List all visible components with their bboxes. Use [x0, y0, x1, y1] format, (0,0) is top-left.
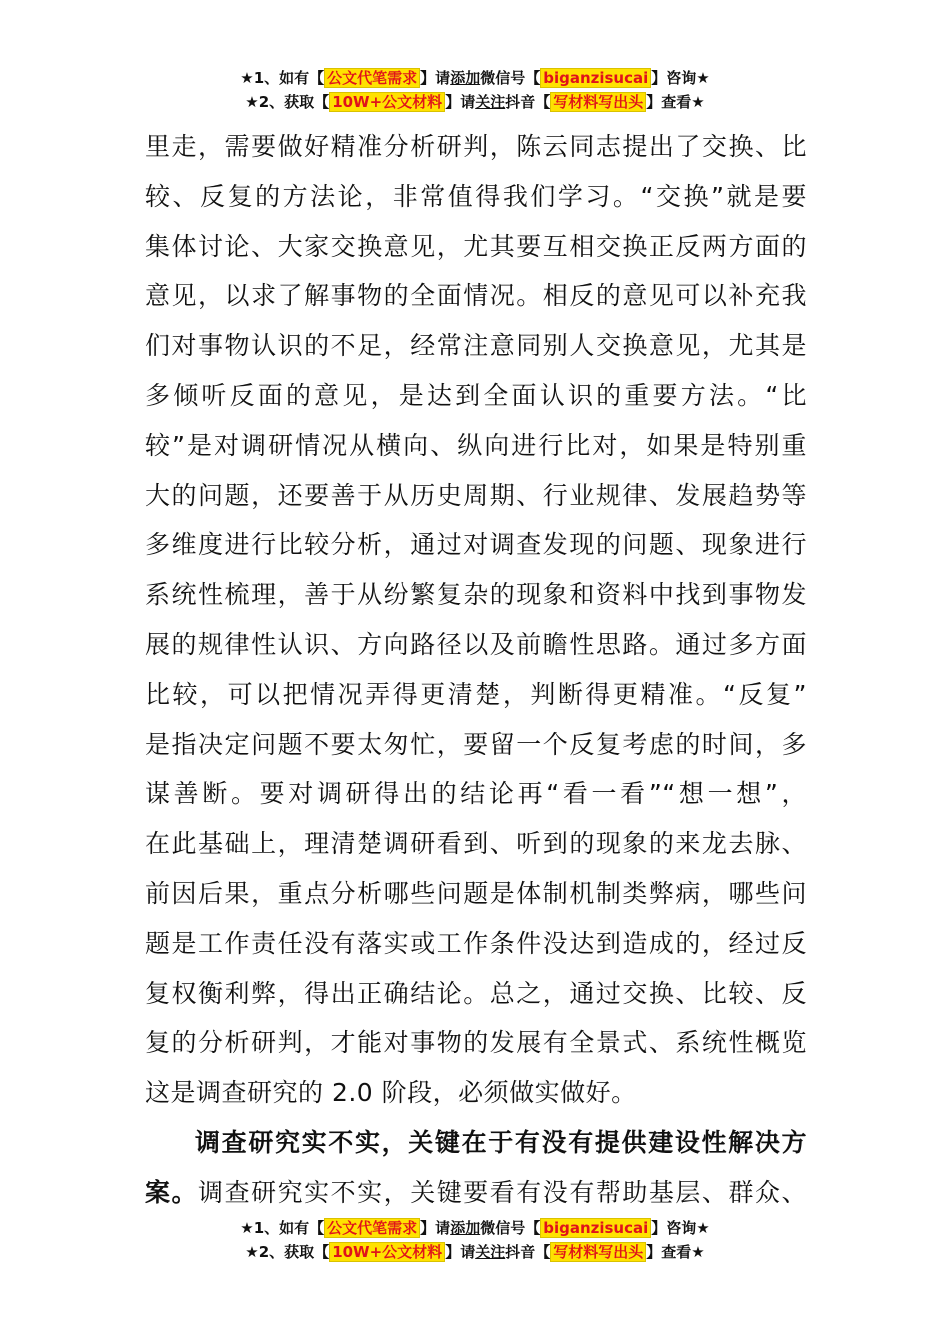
banner-underline-text: 添加: [450, 69, 481, 87]
highlight-materials: 10W+公文材料: [329, 92, 445, 112]
highlight-douyin-account: 写材料写出头: [550, 92, 646, 112]
paragraph-1-line: 大的问题，还要善于从历史周期、行业规律、发展趋势等: [145, 480, 807, 510]
paragraph-1-line: 较”是对调研情况从横向、纵向进行比对，如果是特别重: [145, 430, 807, 460]
paragraph-1-line: 题是工作责任没有落实或工作条件没达到造成的，经过反: [145, 928, 807, 958]
banner-text: 】查看★: [646, 93, 705, 111]
paragraph-1-line: 这是调查研究的 2.0 阶段，必须做实做好。: [145, 1078, 637, 1108]
banner-text: 】咨询★: [651, 69, 710, 87]
paragraph-1-line: 是指决定问题不要太匆忙，要留一个反复考虑的时间，多: [145, 729, 807, 759]
paragraph-1-line: 谋善断。要对调研得出的结论再“看一看”“想一想”，: [145, 779, 807, 809]
paragraph-1-line: 多倾听反面的意见，是达到全面认识的重要方法。“比: [145, 380, 807, 410]
highlight-materials: 10W+公文材料: [329, 1242, 445, 1262]
paragraph-2-line-2: [145, 1168, 807, 1218]
bold-heading-text: 案。: [145, 1177, 199, 1207]
paragraph-1-line: 前因后果，重点分析哪些问题是体制机制类弊病，哪些问: [145, 878, 807, 908]
paragraph-1: [145, 122, 807, 1118]
banner-underline-text: 关注: [475, 93, 506, 111]
paragraph-1-line: 复的分析研判，才能对事物的发展有全景式、系统性概览: [145, 1028, 807, 1058]
banner-text: 】查看★: [646, 1243, 705, 1261]
paragraph-1-line: 在此基础上，理清楚调研看到、听到的现象的来龙去脉、: [145, 829, 807, 859]
document-body: [145, 122, 807, 1218]
banner-underline-text: 关注: [475, 1243, 506, 1261]
paragraph-2-line-1: [145, 1118, 807, 1168]
highlight-douyin-account: 写材料写出头: [550, 1242, 646, 1262]
paragraph-1-line: 系统性梳理，善于从纷繁复杂的现象和资料中找到事物发: [145, 580, 807, 610]
banner-text: 抖音【: [505, 1243, 551, 1261]
paragraph-1-line: 里走，需要做好精准分析研判，陈云同志提出了交换、比: [145, 132, 807, 161]
bold-heading-text: 调查研究实不实，关键在于有没有提供建设性解决方: [195, 1127, 807, 1157]
paragraph-1-line: 复权衡利弊，得出正确结论。总之，通过交换、比较、反: [145, 978, 807, 1008]
banner-text: 】请: [420, 69, 451, 87]
banner-underline-text: 添加: [450, 1219, 481, 1237]
banner-line-1: [0, 66, 950, 90]
highlight-service: 公文代笔需求: [324, 1218, 420, 1238]
banner-line-2: [0, 1240, 950, 1264]
footer-banner: [0, 1216, 950, 1264]
highlight-wechat-id: biganzisucai: [540, 68, 651, 88]
banner-text: 】咨询★: [651, 1219, 710, 1237]
banner-line-2: [0, 90, 950, 114]
body-text: 调查研究实不实，关键要看有没有帮助基层、群众、: [198, 1177, 807, 1207]
header-banner: [0, 66, 950, 114]
banner-text: 微信号【: [480, 1219, 541, 1237]
banner-text: ★1、如有【: [240, 69, 325, 87]
paragraph-1-line: 较、反复的方法论，非常值得我们学习。“交换”就是要: [145, 181, 807, 211]
banner-text: ★2、获取【: [245, 93, 330, 111]
banner-line-1: [0, 1216, 950, 1240]
paragraph-1-line: 意见，以求了解事物的全面情况。相反的意见可以补充我: [145, 281, 807, 311]
banner-text: 】请: [445, 93, 476, 111]
paragraph-1-line: 展的规律性认识、方向路径以及前瞻性思路。通过多方面: [145, 629, 807, 659]
paragraph-1-line: 们对事物认识的不足，经常注意同别人交换意见，尤其是: [145, 331, 807, 361]
paragraph-1-line: 集体讨论、大家交换意见，尤其要互相交换正反两方面的: [145, 231, 807, 261]
banner-text: ★1、如有【: [240, 1219, 325, 1237]
highlight-service: 公文代笔需求: [324, 68, 420, 88]
highlight-wechat-id: biganzisucai: [540, 1218, 651, 1238]
paragraph-1-line: 多维度进行比较分析，通过对调查发现的问题、现象进行: [145, 530, 807, 560]
banner-text: 抖音【: [505, 93, 551, 111]
banner-text: 】请: [420, 1219, 451, 1237]
banner-text: 】请: [445, 1243, 476, 1261]
banner-text: 微信号【: [480, 69, 541, 87]
banner-text: ★2、获取【: [245, 1243, 330, 1261]
paragraph-1-line: 比较，可以把情况弄得更清楚，判断得更精准。“反复”: [145, 679, 807, 709]
